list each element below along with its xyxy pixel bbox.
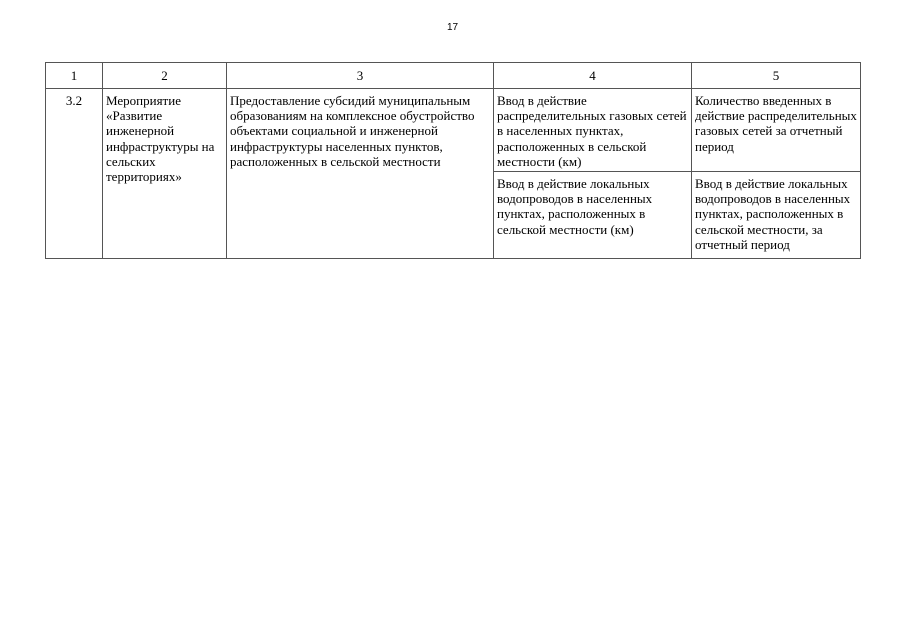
event-description-cell: Предоставление субсидий муниципальным образованиям на комплексное обустройство объектами социальной и инженерной инфраструктуры населенных пунктов, расположенных в сельской местности bbox=[227, 89, 494, 259]
column-header-5: 5 bbox=[692, 63, 861, 89]
water-supply-measure-cell: Ввод в действие локальных водопроводов в населенных пунктах, расположенных в сельской местности, за отчетный период bbox=[692, 172, 861, 259]
row-number-cell: 3.2 bbox=[46, 89, 103, 259]
page-number: 17 bbox=[446, 22, 459, 33]
column-header-2: 2 bbox=[103, 63, 227, 89]
gas-network-result-cell: Ввод в действие распределительных газовых сетей в населенных пунктах, расположенных в сельской местности (км) bbox=[494, 89, 692, 172]
gas-network-measure-cell: Количество введенных в действие распределительных газовых сетей за отчетный период bbox=[692, 89, 861, 172]
water-supply-result-cell: Ввод в действие локальных водопроводов в населенных пунктах, расположенных в сельской местности (км) bbox=[494, 172, 692, 259]
column-header-4: 4 bbox=[494, 63, 692, 89]
column-header-3: 3 bbox=[227, 63, 494, 89]
event-name-cell: Мероприятие «Развитие инженерной инфраструктуры на сельских территориях» bbox=[103, 89, 227, 259]
column-header-1: 1 bbox=[46, 63, 103, 89]
table-row bbox=[46, 89, 861, 172]
table-header-row bbox=[46, 63, 861, 89]
activities-table bbox=[45, 62, 861, 259]
